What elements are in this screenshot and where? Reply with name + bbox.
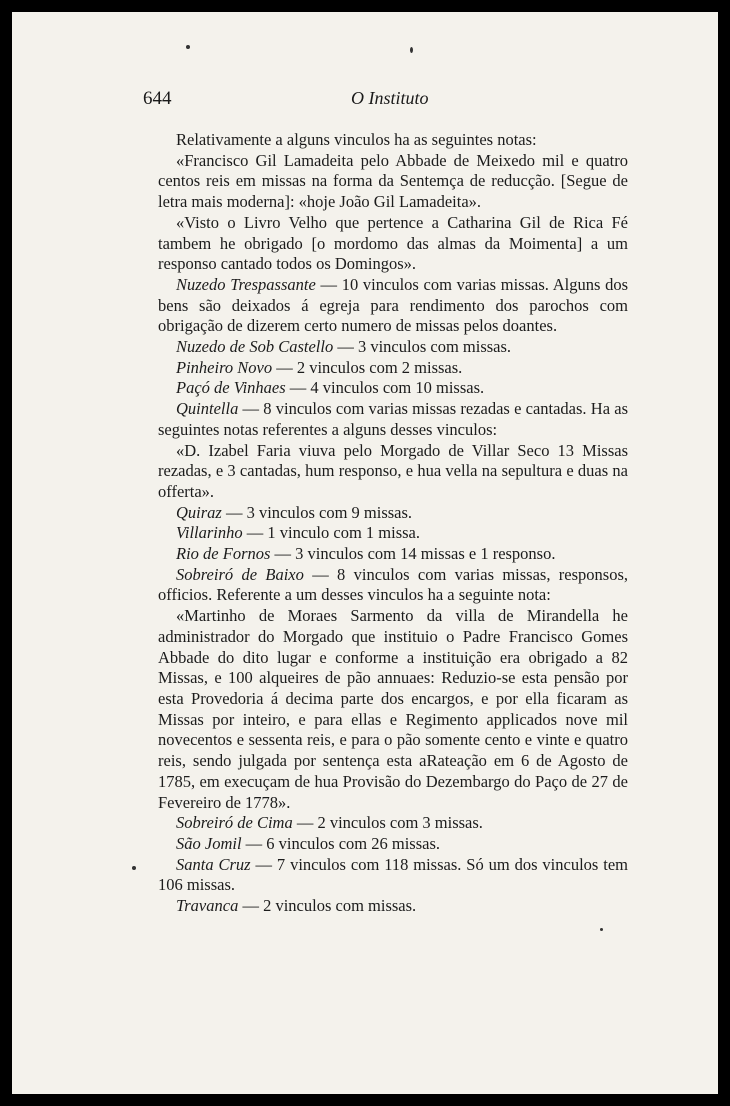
entry-text: — 4 vinculos com 10 missas. [285, 378, 485, 398]
entry-text: — 1 vinculo com 1 missa. [242, 523, 420, 543]
paragraph-text: «Visto o Livro Velho que pertence a Catharina Gil de Rica Fé tambem he obrigado [o mordomo das almas da Moimenta] a um responso cantado todos os Domingos». [158, 212, 628, 274]
parish-name: Quiraz [176, 502, 222, 522]
entry-text: — 2 vinculos com missas. [238, 896, 417, 916]
parish-entry [158, 813, 628, 834]
paragraph-text: «Martinho de Moraes Sarmento da villa de Mirandella he administrador do Morgado que instituio o Padre Francisco Gomes Abbade do dito lugar e conforme a instituição era obrigado a 82 Missas, e 100 alqueires de pão annuaes: Reduzio-se esta pensão por esta Provedoria á decima parte dos encargos, e por ella ficaram as Missas por inteiro, e para ellas e Regimento applicados nove mil novecentos e sessenta reis, e para o pão somente cento e vinte e quatro reis, sendo julgada por sentença esta aRateação em 6 de Agosto de 1785, em execuçam de hua Provisão do Dezembargo do Paço de 27 de Fevereiro de 1778». [158, 606, 628, 812]
parish-entry [158, 503, 628, 524]
parish-entry [158, 275, 628, 337]
paragraph-text: «D. Izabel Faria viuva pelo Morgado de Villar Seco 13 Missas rezadas, e 3 cantadas, hum responso, e hua vella na sepultura e duas na offerta». [158, 440, 628, 501]
paragraph [158, 130, 628, 151]
scan-speck [132, 866, 136, 870]
page-header [12, 88, 718, 118]
entry-text: — 7 vinculos com 118 missas. Só um dos vinculos tem 106 missas. [158, 854, 628, 895]
parish-name: Nuzedo Trespassante [176, 274, 316, 294]
entry-text: — 8 vinculos com varias missas, responsos, officios. Referente a um desses vinculos ha a seguinte nota: [158, 564, 629, 605]
book-page [12, 12, 718, 1094]
paragraph [158, 213, 628, 275]
entry-text: — 2 vinculos com 3 missas. [292, 813, 483, 833]
entry-text: — 10 vinculos com varias missas. Alguns dos bens são deixados á egreja para rendimento dos parochos com obrigação de dizerem certo numero de missas pelos doantes. [158, 274, 628, 336]
parish-entry [158, 378, 628, 399]
scan-speck [186, 45, 190, 49]
paragraph [158, 606, 628, 813]
parish-entry [158, 834, 628, 855]
parish-name: Pinheiro Novo [176, 357, 273, 377]
paragraph-text: «Francisco Gil Lamadeita pelo Abbade de Meixedo mil e quatro centos reis em missas na forma da Sentemça de reducção. [Segue de letra mais moderna]: «hoje João Gil Lamadeita». [158, 150, 628, 212]
parish-entry [158, 523, 628, 544]
entry-text: — 6 vinculos com 26 missas. [241, 833, 440, 853]
paragraph-text: Relativamente a alguns vinculos ha as seguintes notas: [176, 130, 537, 149]
parish-entry [158, 544, 628, 565]
scan-speck [600, 928, 603, 931]
scan-speck [410, 47, 413, 53]
parish-name: Travanca [176, 896, 239, 916]
parish-name: Paçó de Vinhaes [176, 378, 286, 398]
body-text [158, 130, 628, 917]
parish-name: Villarinho [176, 523, 243, 543]
page-number: 644 [143, 88, 172, 109]
entry-text: — 3 vinculos com 9 missas. [221, 502, 413, 522]
parish-entry [158, 399, 628, 440]
parish-entry [158, 896, 628, 917]
parish-name: Nuzedo de Sob Castello [176, 337, 334, 357]
parish-entry [158, 855, 628, 896]
parish-name: Sobreiró de Baixo [176, 564, 304, 584]
parish-name: Sobreiró de Cima [176, 813, 293, 833]
parish-name: Quintella [176, 399, 239, 419]
entry-text: — 3 vinculos com 14 missas e 1 responso. [270, 544, 556, 564]
entry-text: — 3 vinculos com missas. [333, 337, 512, 357]
parish-entry [158, 565, 628, 606]
paragraph [158, 441, 628, 503]
paragraph [158, 151, 628, 213]
entry-text: — 2 vinculos com 2 missas. [272, 357, 463, 377]
parish-name: Rio de Fornos [176, 544, 271, 564]
entry-text: — 8 vinculos com varias missas rezadas e cantadas. Ha as seguintes notas referentes a alguns desses vinculos: [158, 399, 628, 439]
parish-name: Santa Cruz [176, 854, 251, 874]
parish-entry [158, 358, 628, 379]
parish-name: São Jomil [176, 833, 242, 853]
running-title: O Instituto [351, 88, 429, 108]
parish-entry [158, 337, 628, 358]
